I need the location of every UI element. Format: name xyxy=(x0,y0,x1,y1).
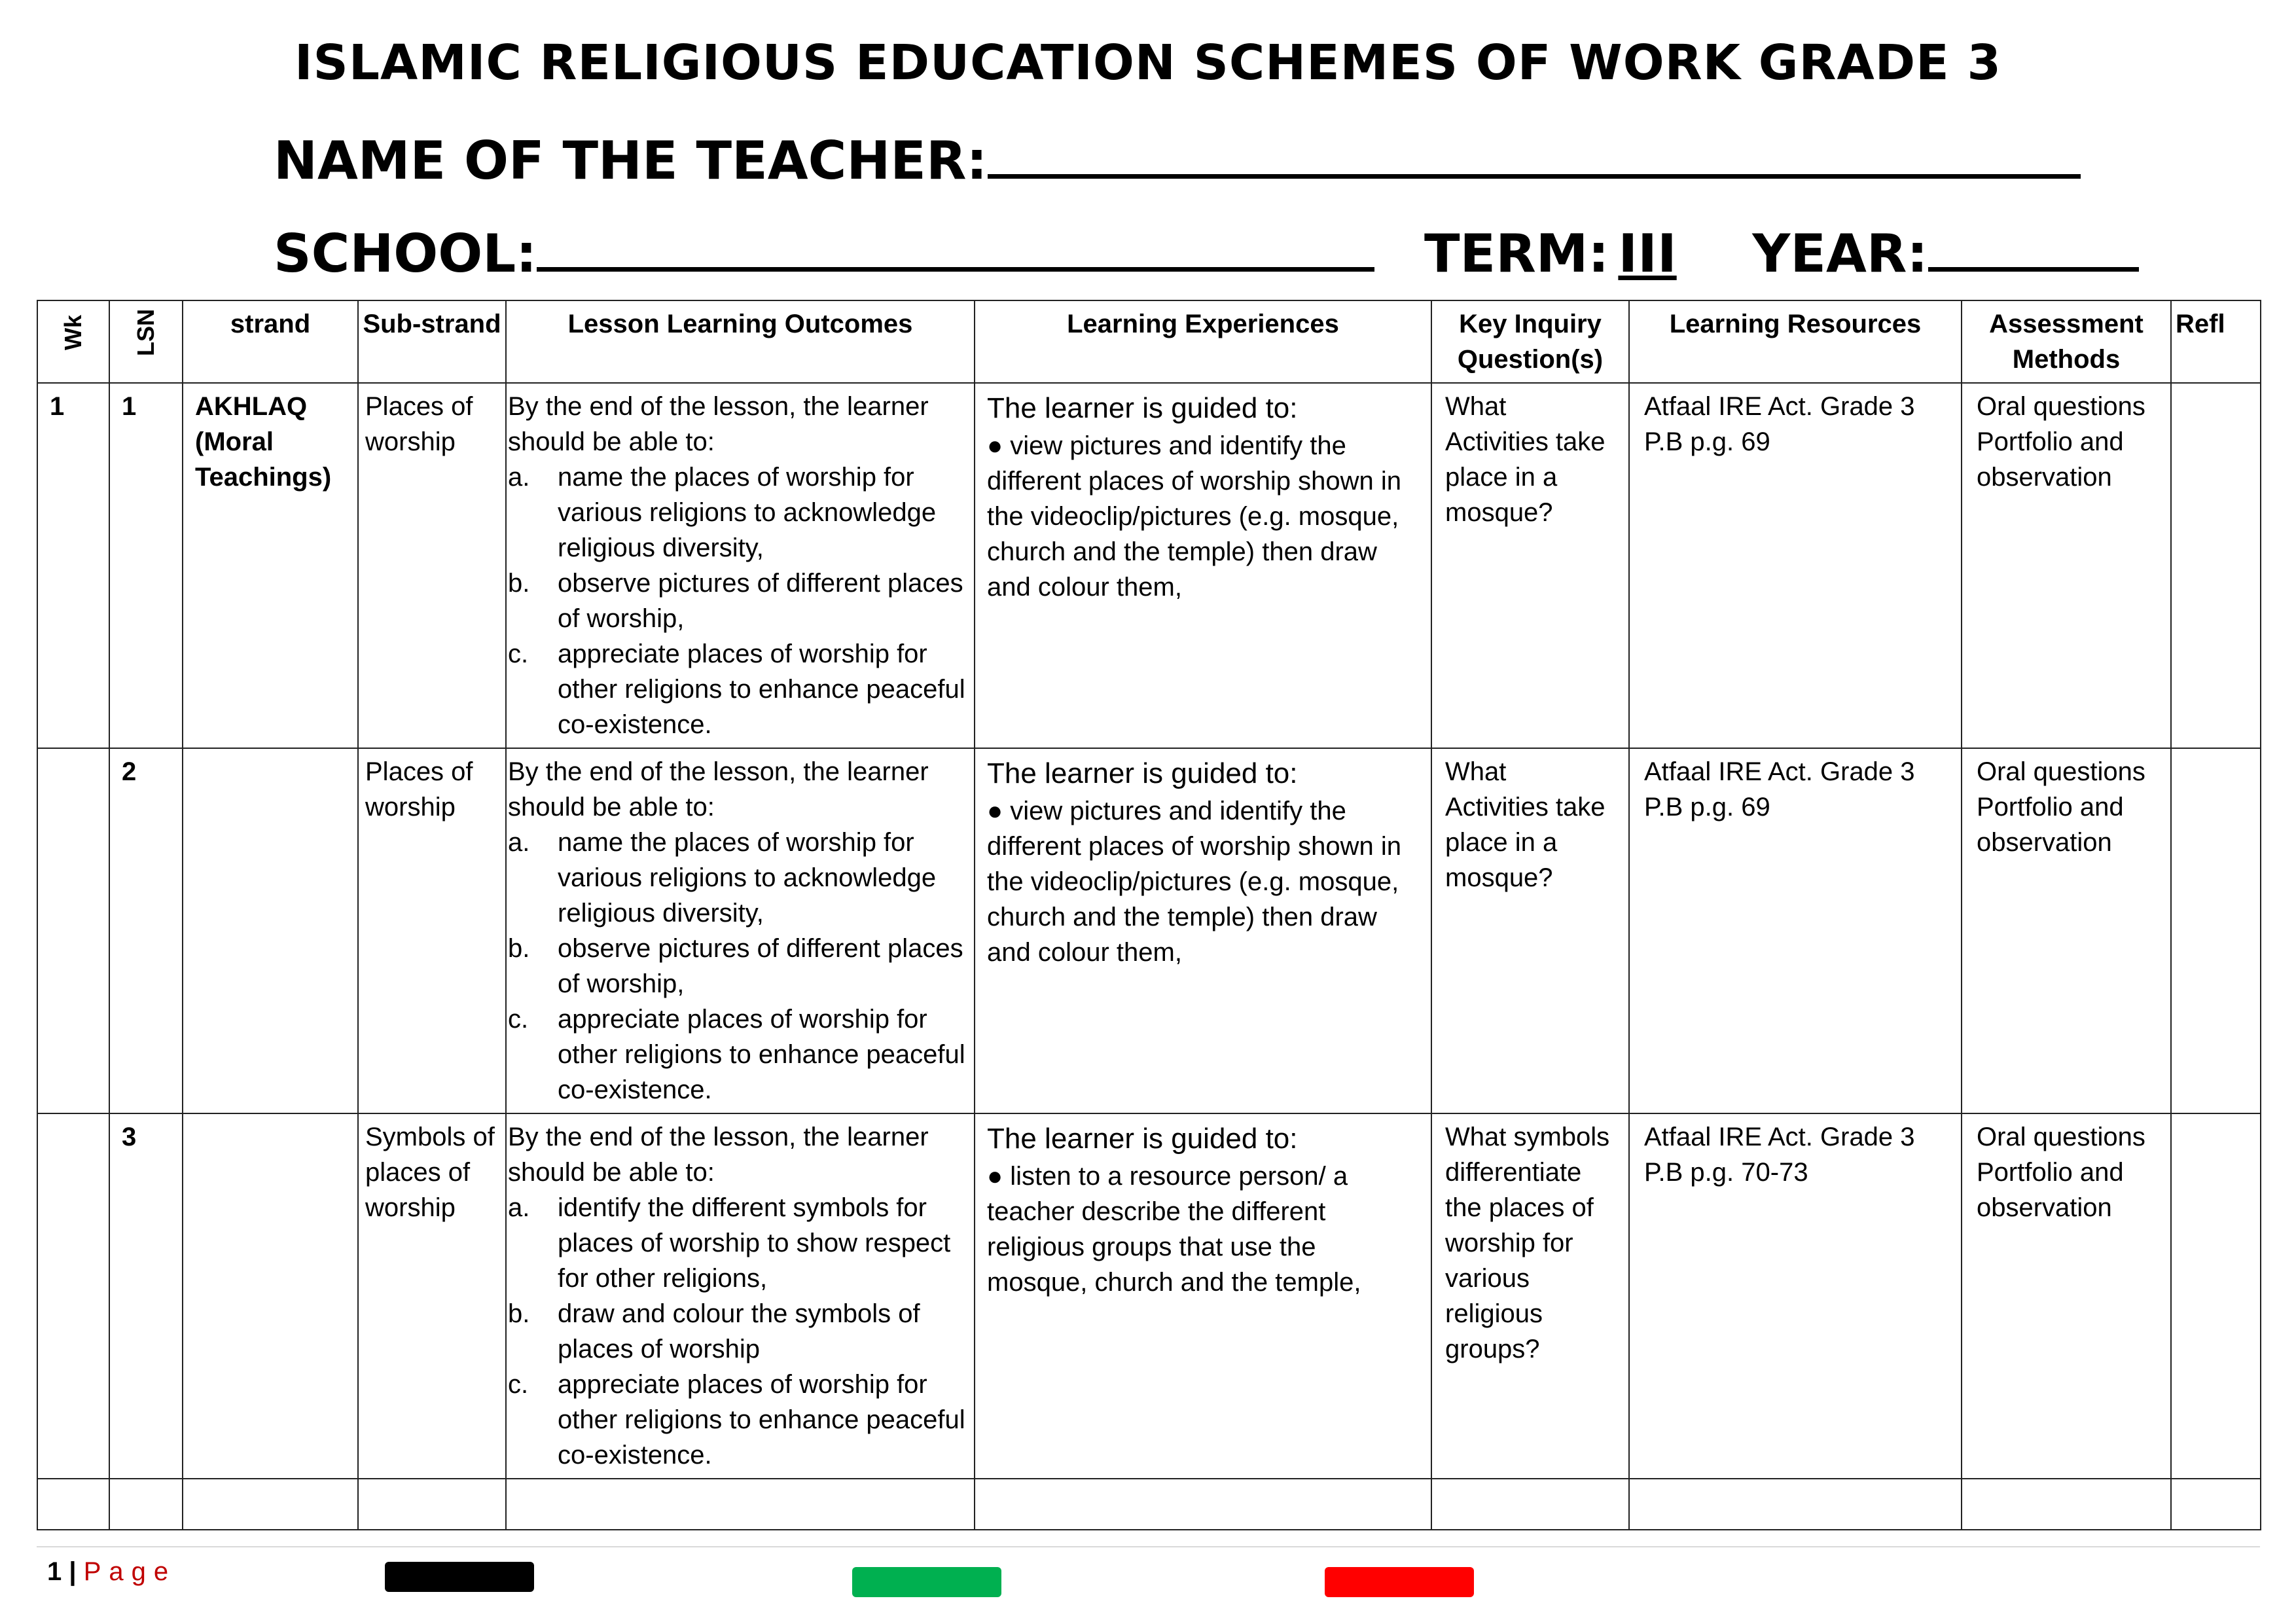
resources-cell: Atfaal IRE Act. Grade 3 P.B p.g. 70-73 xyxy=(1629,1113,1962,1479)
assessment-cell: Oral questions Portfolio and observation xyxy=(1962,748,2171,1113)
list-item: c. appreciate places of worship for other religions to enhance peaceful co-existence. xyxy=(508,1005,965,1104)
year-label: YEAR: xyxy=(1752,223,1928,284)
experiences-text: ● listen to a resource person/ a teacher describe the different religious groups that use the mosque, church and the temple, xyxy=(987,1162,1361,1297)
schemes-of-work-table xyxy=(37,300,2261,1530)
week-cell xyxy=(37,748,109,1113)
resources-cell: Atfaal IRE Act. Grade 3 P.B p.g. 69 xyxy=(1629,383,1962,748)
year-blank[interactable] xyxy=(1928,215,2139,272)
table-header-row xyxy=(37,300,2261,383)
inquiry-cell: What symbols differentiate the places of worship for various religious groups? xyxy=(1431,1113,1629,1479)
list-item: b. observe pictures of different places of worship, xyxy=(508,569,963,633)
column-header-outcomes: Lesson Learning Outcomes xyxy=(506,300,975,383)
empty-cell[interactable] xyxy=(1962,1479,2171,1530)
assessment-cell: Oral questions Portfolio and observation xyxy=(1962,383,2171,748)
school-blank[interactable] xyxy=(537,215,1374,272)
column-header-assessment: Assessment Methods xyxy=(1962,300,2171,383)
empty-cell[interactable] xyxy=(109,1479,183,1530)
column-header-reflection: Refl xyxy=(2171,300,2261,383)
column-header-resources: Learning Resources xyxy=(1629,300,1962,383)
experiences-cell xyxy=(975,1113,1431,1479)
lesson-number-cell: 1 xyxy=(109,383,183,748)
experiences-cell xyxy=(975,383,1431,748)
page-number: 1 | Page xyxy=(47,1557,177,1586)
outcomes-list xyxy=(508,1190,967,1473)
outcomes-intro: By the end of the lesson, the learner should be able to: xyxy=(508,1123,929,1187)
sub-strand-cell: Places of worship xyxy=(358,748,506,1113)
column-header-lsn: LSN xyxy=(109,300,183,383)
list-item: a. name the places of worship for various religions to acknowledge religious diversity, xyxy=(508,828,937,928)
experiences-intro: The learner is guided to: xyxy=(987,1123,1298,1155)
table-row-empty xyxy=(37,1479,2261,1530)
list-item: a. name the places of worship for various religions to acknowledge religious diversity, xyxy=(508,463,937,562)
strand-main: AKHLAQ xyxy=(195,392,308,421)
strand-cell xyxy=(183,383,358,748)
term-label: TERM: xyxy=(1424,223,1609,284)
outcomes-list xyxy=(508,460,967,742)
week-cell xyxy=(37,1113,109,1479)
table-row xyxy=(37,383,2261,748)
teacher-name-blank[interactable] xyxy=(988,122,2081,179)
outcomes-intro: By the end of the lesson, the learner should be able to: xyxy=(508,757,929,821)
black-color-bar xyxy=(385,1562,534,1592)
column-header-inquiry: Key Inquiry Question(s) xyxy=(1431,300,1629,383)
table-row xyxy=(37,748,2261,1113)
empty-cell[interactable] xyxy=(1629,1479,1962,1530)
list-item: b. observe pictures of different places of worship, xyxy=(508,934,963,998)
experiences-text: ● view pictures and identify the different places of worship shown in the videoclip/pictures (e.g. mosque, church and the temple) then draw and colour them, xyxy=(987,797,1401,967)
column-header-experiences: Learning Experiences xyxy=(975,300,1431,383)
sub-strand-cell: Symbols of places of worship xyxy=(358,1113,506,1479)
inquiry-cell: What Activities take place in a mosque? xyxy=(1431,383,1629,748)
list-item: c. appreciate places of worship for other religions to enhance peaceful co-existence. xyxy=(508,1370,965,1470)
reflection-cell[interactable] xyxy=(2171,1113,2261,1479)
outcomes-list xyxy=(508,825,967,1108)
outcomes-intro: By the end of the lesson, the learner should be able to: xyxy=(508,392,929,456)
outcomes-cell xyxy=(506,383,975,748)
strand-cell xyxy=(183,748,358,1113)
green-color-bar xyxy=(852,1567,1001,1597)
footer-divider xyxy=(37,1546,2260,1547)
teacher-label: NAME OF THE TEACHER: xyxy=(274,130,988,191)
empty-cell[interactable] xyxy=(975,1479,1431,1530)
resources-cell: Atfaal IRE Act. Grade 3 P.B p.g. 69 xyxy=(1629,748,1962,1113)
strand-cell xyxy=(183,1113,358,1479)
inquiry-cell: What Activities take place in a mosque? xyxy=(1431,748,1629,1113)
empty-cell[interactable] xyxy=(37,1479,109,1530)
experiences-cell xyxy=(975,748,1431,1113)
experiences-text: ● view pictures and identify the different places of worship shown in the videoclip/pictures (e.g. mosque, church and the temple) then draw and colour them, xyxy=(987,431,1401,602)
list-item: c. appreciate places of worship for other religions to enhance peaceful co-existence. xyxy=(508,640,965,739)
week-cell: 1 xyxy=(37,383,109,748)
reflection-cell[interactable] xyxy=(2171,383,2261,748)
empty-cell[interactable] xyxy=(358,1479,506,1530)
sub-strand-cell: Places of worship xyxy=(358,383,506,748)
table-row xyxy=(37,1113,2261,1479)
school-label: SCHOOL: xyxy=(274,223,537,284)
document-title: ISLAMIC RELIGIOUS EDUCATION SCHEMES OF WORK GRADE 3 xyxy=(295,35,2001,91)
school-term-year-line xyxy=(274,215,2139,287)
empty-cell[interactable] xyxy=(1431,1479,1629,1530)
outcomes-cell xyxy=(506,1113,975,1479)
column-header-strand: strand xyxy=(183,300,358,383)
term-value: III xyxy=(1618,223,1677,284)
empty-cell[interactable] xyxy=(183,1479,358,1530)
assessment-cell: Oral questions Portfolio and observation xyxy=(1962,1113,2171,1479)
lesson-number-cell: 2 xyxy=(109,748,183,1113)
list-item: b. draw and colour the symbols of places of worship xyxy=(508,1299,920,1363)
list-item: a. identify the different symbols for places of worship to show respect for other religions, xyxy=(508,1193,951,1293)
experiences-intro: The learner is guided to: xyxy=(987,757,1298,789)
reflection-cell[interactable] xyxy=(2171,748,2261,1113)
empty-cell[interactable] xyxy=(506,1479,975,1530)
lesson-number-cell: 3 xyxy=(109,1113,183,1479)
experiences-intro: The learner is guided to: xyxy=(987,392,1298,424)
outcomes-cell xyxy=(506,748,975,1113)
empty-cell[interactable] xyxy=(2171,1479,2261,1530)
teacher-name-line xyxy=(274,122,2081,194)
strand-sub: (Moral Teachings) xyxy=(195,427,332,492)
red-color-bar xyxy=(1325,1567,1474,1597)
column-header-sub-strand: Sub-strand xyxy=(358,300,506,383)
column-header-wk: Wk xyxy=(37,300,109,383)
